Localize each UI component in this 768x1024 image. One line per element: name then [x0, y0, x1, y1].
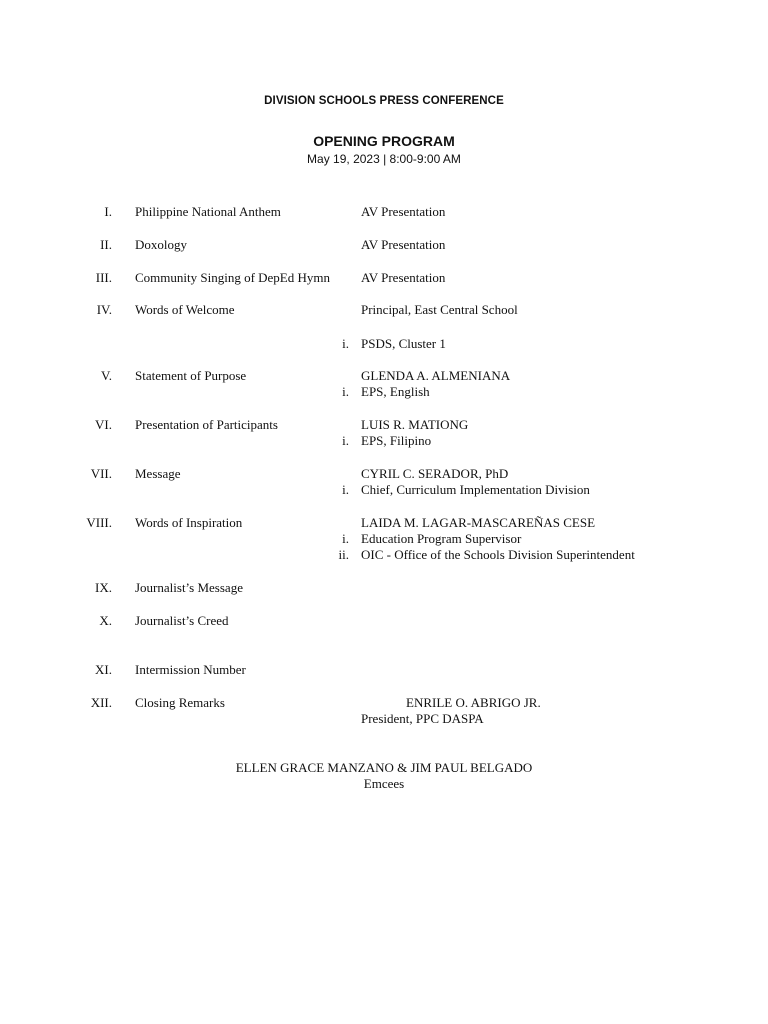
item-number: V.: [101, 368, 112, 383]
sub-item-number: i.: [342, 336, 349, 351]
item-presenter: LAIDA M. LAGAR-MASCAREÑAS CESE: [361, 515, 596, 530]
item-number: IV.: [96, 302, 112, 317]
item-title: Doxology: [135, 237, 187, 252]
emcee-names: ELLEN GRACE MANZANO & JIM PAUL BELGADO: [235, 760, 533, 775]
sub-item-number: i.: [342, 531, 349, 546]
item-number: I.: [104, 204, 112, 219]
item-title: Closing Remarks: [135, 695, 225, 710]
item-presenter-role: President, PPC DASPA: [361, 711, 484, 726]
emcee-role: Emcees: [363, 776, 405, 791]
program-title: OPENING PROGRAM: [313, 133, 455, 149]
item-presenter: LUIS R. MATIONG: [361, 417, 469, 432]
item-number: XI.: [95, 662, 112, 677]
item-title: Statement of Purpose: [135, 368, 247, 383]
item-title: Intermission Number: [135, 662, 246, 677]
item-number: XII.: [90, 695, 112, 710]
item-presenter: AV Presentation: [361, 237, 446, 252]
sub-item-text: Education Program Supervisor: [361, 531, 522, 546]
sub-item-text: OIC - Office of the Schools Division Superintendent: [361, 547, 635, 562]
sub-item-number: i.: [342, 384, 349, 399]
item-title: Message: [135, 466, 181, 481]
item-title: Philippine National Anthem: [135, 204, 281, 219]
sub-item-number: ii.: [338, 547, 349, 562]
sub-item-number: i.: [342, 433, 349, 448]
sub-item-text: EPS, English: [361, 384, 430, 399]
sub-item-text: EPS, Filipino: [361, 433, 432, 448]
item-number: VI.: [95, 417, 112, 432]
item-title: Words of Welcome: [135, 302, 235, 317]
item-presenter: AV Presentation: [361, 270, 446, 285]
item-presenter: Principal, East Central School: [361, 302, 518, 317]
sub-item-text: PSDS, Cluster 1: [361, 336, 446, 351]
item-number: VIII.: [86, 515, 112, 530]
sub-item-text: Chief, Curriculum Implementation Division: [361, 482, 590, 497]
item-number: VII.: [90, 466, 112, 481]
item-number: II.: [100, 237, 112, 252]
item-presenter: ENRILE O. ABRIGO JR.: [406, 695, 541, 710]
item-title: Journalist’s Creed: [135, 613, 229, 628]
item-presenter: AV Presentation: [361, 204, 446, 219]
program-date-time: May 19, 2023 | 8:00-9:00 AM: [307, 152, 461, 166]
item-title: Presentation of Participants: [135, 417, 278, 432]
item-presenter: CYRIL C. SERADOR, PhD: [361, 466, 509, 481]
item-title: Journalist’s Message: [135, 580, 243, 595]
item-presenter: GLENDA A. ALMENIANA: [361, 368, 511, 383]
item-number: III.: [95, 270, 112, 285]
item-title: Community Singing of DepEd Hymn: [135, 270, 330, 285]
item-number: X.: [99, 613, 112, 628]
sub-item-number: i.: [342, 482, 349, 497]
item-number: IX.: [95, 580, 112, 595]
conference-title: DIVISION SCHOOLS PRESS CONFERENCE: [264, 95, 504, 107]
item-title: Words of Inspiration: [135, 515, 243, 530]
